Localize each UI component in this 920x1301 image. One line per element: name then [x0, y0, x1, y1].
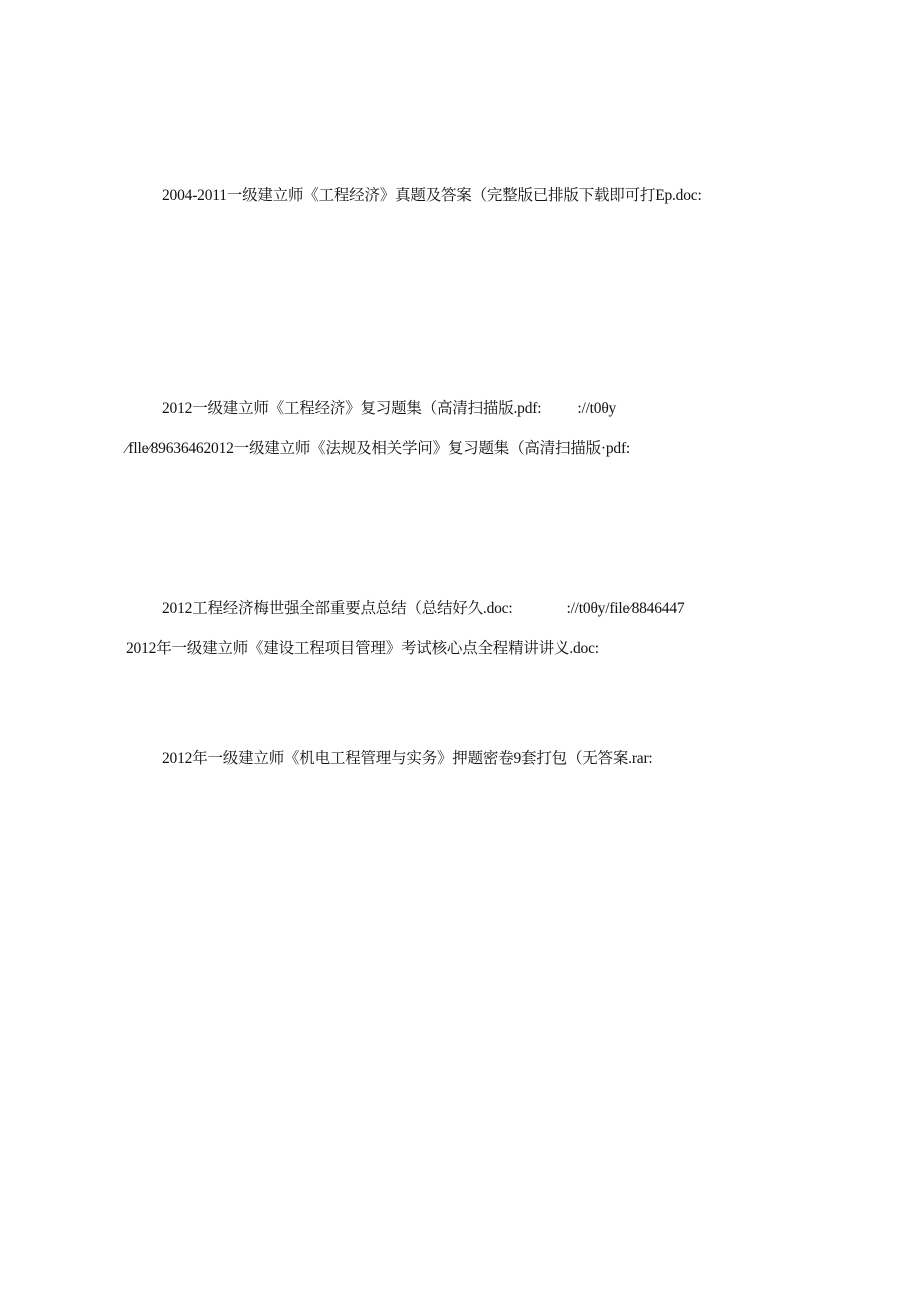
line-text: 2012一级建立师《工程经济》复习题集（高清扫描版.pdf: — [162, 400, 542, 417]
line-text: 2004-2011一级建立师《工程经济》真题及答案（完整版已排版下载即可打Ep.doc: — [162, 187, 702, 204]
document-line-5 — [126, 639, 599, 659]
document-line-2 — [162, 399, 616, 419]
document-line-3 — [126, 439, 630, 459]
document-line-6 — [162, 749, 653, 769]
line-link-fragment: ://t0θy/file⁄8846447 — [566, 600, 685, 617]
line-link-fragment: ://t0θy — [577, 400, 617, 417]
document-line-1 — [162, 186, 702, 206]
document-line-4 — [162, 599, 684, 619]
line-text: 2012年一级建立师《机电工程管理与实务》押题密卷9套打包（无答案.rar: — [162, 750, 653, 767]
line-text: 2012工程经济梅世强全部重要点总结（总结好久.doc: — [162, 600, 513, 617]
line-text: 2012年一级建立师《建设工程项目管理》考试核心点全程精讲讲义.doc: — [126, 640, 599, 657]
line-text: ⁄flle⁄89636462012一级建立师《法规及相关学问》复习题集（高清扫描版·pdf: — [126, 440, 631, 457]
